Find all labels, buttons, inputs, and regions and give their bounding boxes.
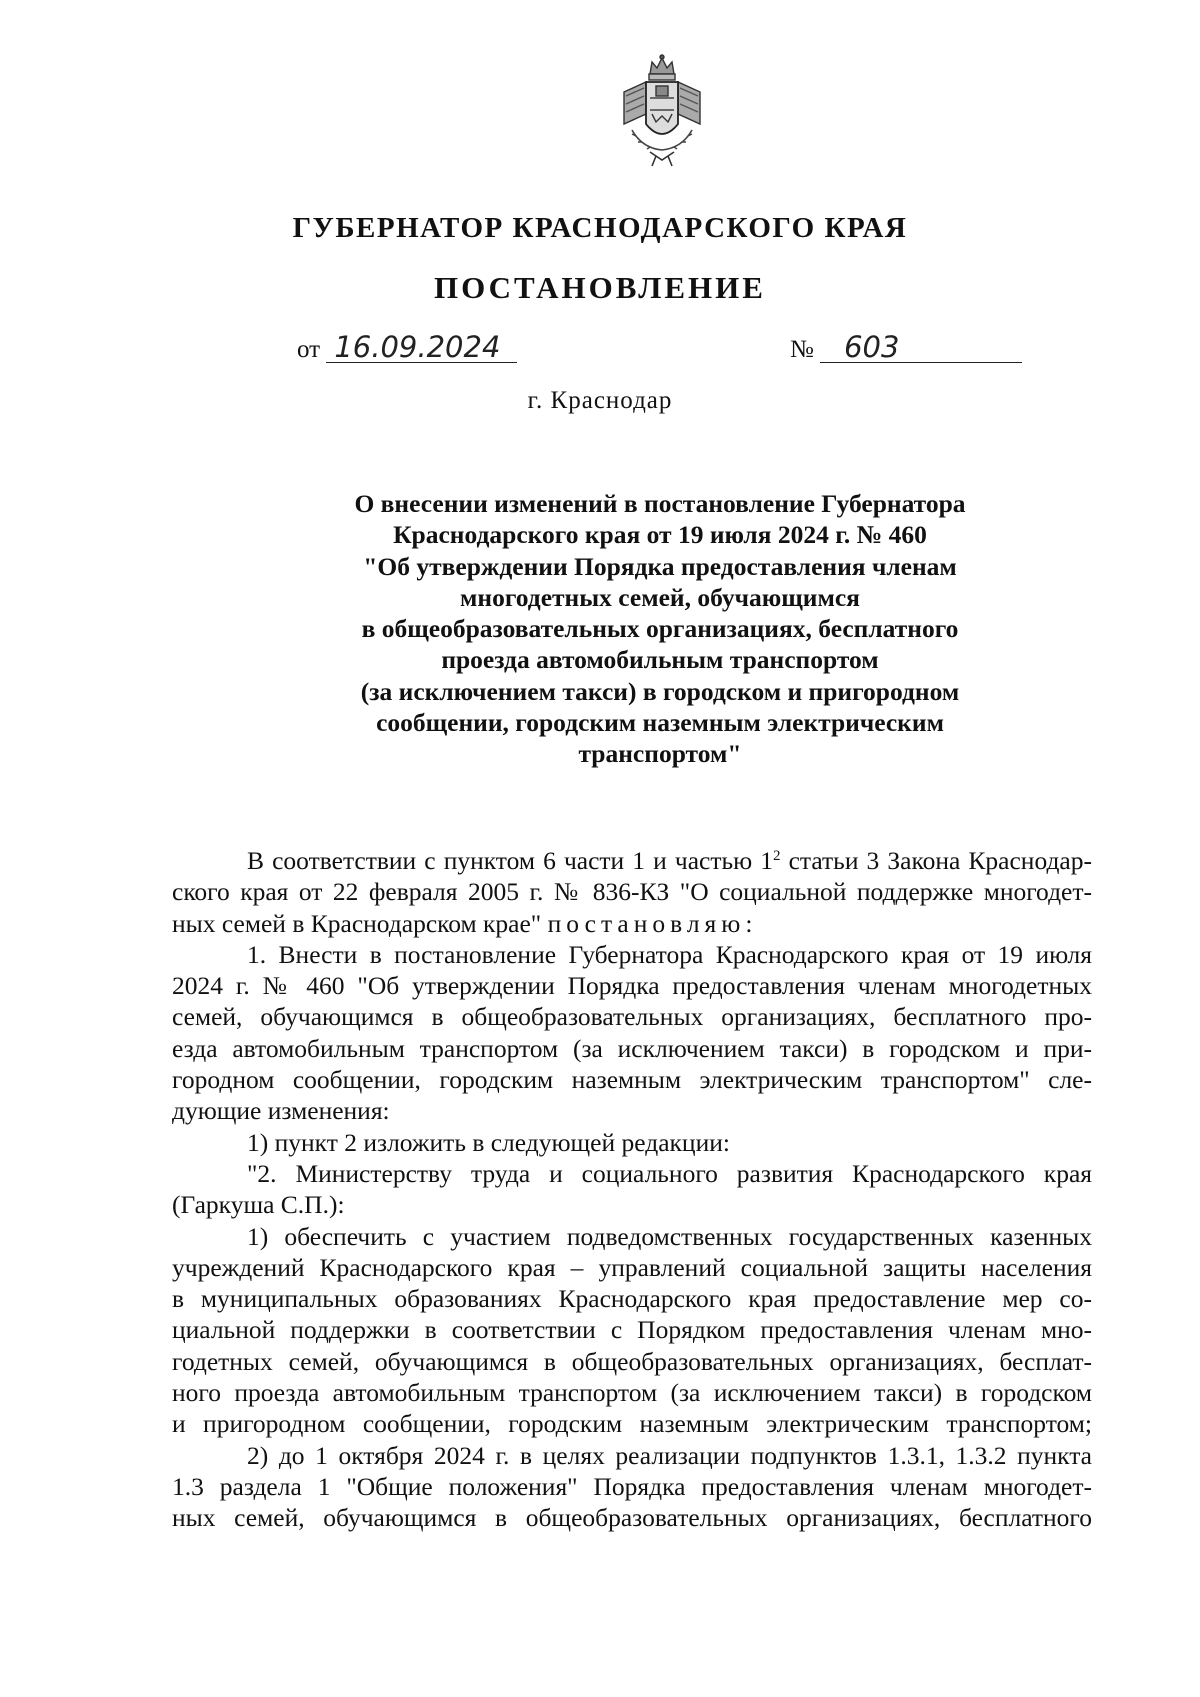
date-value: 16.09.2024 (326, 332, 517, 363)
superscript: 2 (773, 848, 781, 864)
document-body (172, 845, 1092, 1534)
body-line: годетных семей, обучающимся в общеобразовательных организациях, бесплат- (172, 1346, 1092, 1376)
body-line: 1) обеспечить с участием подведомственных государственных казенных (247, 1221, 1092, 1251)
coat-of-arms-emblem (612, 52, 712, 170)
document-type: ПОСТАНОВЛЕНИЕ (434, 270, 766, 305)
body-line: 1) пункт 2 изложить в следующей редакции: (247, 1127, 730, 1157)
heading-line: (за исключением такси) в городском и пригородном (360, 676, 960, 706)
body-line: 2) до 1 октября 2024 г. в целях реализации подпунктов 1.3.1, 1.3.2 пункта (247, 1440, 1092, 1470)
heading-line: в общеобразовательных организациях, бесплатного (361, 614, 959, 644)
preamble-text: ных семей в Краснодарском крае" (172, 908, 548, 938)
date-prefix: от (297, 336, 321, 363)
body-line: дующие изменения: (172, 1096, 390, 1126)
heading-line: О внесении изменений в постановление Губернатора (354, 489, 966, 518)
body-line: учреждений Краснодарского края – управлений социальной защиты населения (172, 1252, 1092, 1282)
document-number (790, 332, 1022, 364)
body-line: семей, обучающимся в общеобразовательных организациях, бесплатного про- (172, 1002, 1092, 1032)
heading-line: проезда автомобильным транспортом (441, 645, 879, 675)
preamble-text: В соответствии с пунктом 6 части 1 и частью 1 (247, 846, 774, 875)
body-line (172, 845, 1092, 876)
body-line: 2024 г. № 460 "Об утверждении Порядка предоставления членам многодетных (172, 971, 1092, 1001)
body-line: и пригородном сообщении, городским наземным электрическим транспортом; (172, 1409, 1092, 1439)
body-line: 1.3 раздела 1 "Общие положения" Порядка предоставления членам многодет- (172, 1471, 1092, 1501)
body-line: в муниципальных образованиях Краснодарского края предоставление мер со- (172, 1284, 1092, 1314)
body-line: (Гаркуша С.П.): (172, 1190, 345, 1220)
authority-title: ГУБЕРНАТОР КРАСНОДАРСКОГО КРАЯ (292, 212, 908, 244)
document-heading (300, 488, 1020, 770)
preamble-text: статьи 3 Закона Краснодар- (780, 846, 1092, 875)
heading-line: сообщении, городским наземным электрическим (376, 708, 944, 738)
heading-line: транспортом" (578, 739, 742, 769)
body-line (172, 908, 1092, 939)
body-line: городном сообщении, городским наземным электрическим транспортом" сле- (172, 1065, 1092, 1095)
body-line: ского края от 22 февраля 2005 г. № 836-КЗ "О социальной поддержке многодет- (172, 877, 1092, 907)
city-line: г. Краснодар (527, 387, 673, 414)
decree-word: постановляю: (547, 908, 758, 938)
body-line: "2. Министерству труда и социального развития Краснодарского края (247, 1158, 1092, 1188)
heading-line: Краснодарского края от 19 июля 2024 г. № 460 (393, 520, 927, 550)
document-date (297, 332, 517, 364)
body-line: 1. Внести в постановление Губернатора Краснодарского края от 19 июля (247, 939, 1092, 969)
body-line: ного проезда автомобильным транспортом (за исключением такси) в городском (172, 1378, 1092, 1408)
body-line: циальной поддержки в соответствии с Порядком предоставления членам мно- (172, 1315, 1092, 1345)
heading-line: многодетных семей, обучающимся (460, 582, 860, 612)
body-line: ных семей, обучающимся в общеобразовательных организациях, бесплатного (172, 1503, 1092, 1533)
number-prefix: № (790, 336, 814, 363)
number-value: 603 (820, 332, 1022, 363)
body-line: езда автомобильным транспортом (за исключением такси) в городском и при- (172, 1033, 1092, 1063)
heading-line: "Об утверждении Порядка предоставления членам (363, 551, 957, 581)
